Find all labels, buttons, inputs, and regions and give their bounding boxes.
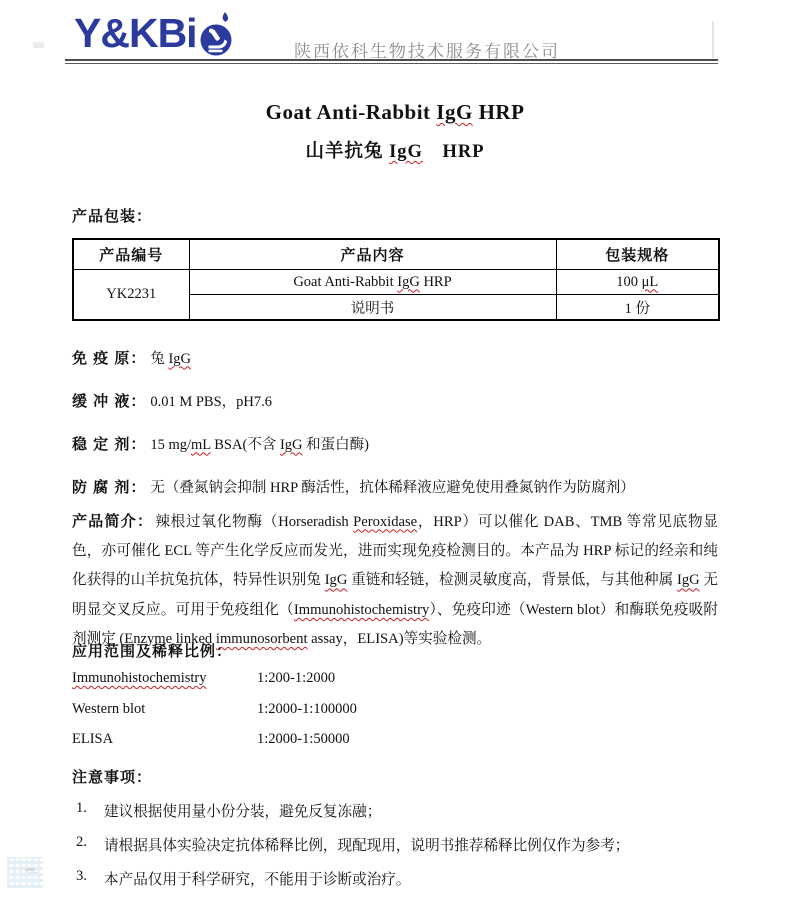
pack-spec-cell: 100 μL — [556, 270, 719, 295]
field-immunogen — [72, 347, 718, 368]
section-label-introduction: 产品简介： — [72, 512, 154, 530]
scan-artifact-left — [33, 42, 44, 48]
note-item — [76, 834, 716, 855]
note-text: 请根据具体实验决定抗体稀释比例，现配现用，说明书推荐稀释比例仅作为参考； — [104, 838, 630, 854]
section-label-notes: 注意事项： — [72, 769, 153, 786]
note-item — [76, 800, 716, 821]
dilution-ratio: 1:2000-1:50000 — [257, 731, 350, 747]
product-introduction — [72, 507, 718, 655]
col-header-product-content: 产品内容 — [189, 239, 556, 270]
note-number: 2. — [76, 834, 87, 850]
introduction-text: 辣根过氧化物酶（Horseradish Peroxidase，HRP）可以催化 DAB、TMB 等常见底物显色，亦可催化 ECL 等产生化学反应而发光，进而实现免疫检测目的。本产品为 HRP 标记的经亲和纯化获得的山羊抗兔抗体，特异性识别兔 IgG 重链和轻链，检测灵敏度高，背景低，与其他种属 IgG 无明显交叉反应。可用于免疫组化（Immunohistochemistry）、免疫印迹（Western blot）和酶联免疫吸附剂测定 (Enzyme linked immunosorbent assay，ELISA)等实验检测。 — [72, 513, 718, 648]
note-number: 3. — [76, 868, 87, 884]
dilution-row — [72, 731, 718, 748]
table-header-row — [73, 239, 719, 270]
field-label: 免 疫 原： — [72, 349, 147, 367]
note-text: 建议根据使用量小份分装，避免反复冻融； — [104, 804, 382, 820]
field-value: 15 mg/mL BSA(不含 IgG 和蛋白酶) — [150, 436, 369, 453]
field-preservative — [72, 476, 718, 497]
field-value: 兔 IgG — [150, 350, 192, 367]
scan-artifact-bottom-left — [7, 857, 43, 888]
packaging-table — [72, 238, 720, 321]
section-label-packaging: 产品包装： — [72, 208, 153, 225]
dilution-row — [72, 701, 718, 718]
application-name: ELISA — [72, 731, 114, 747]
product-content-cell: 说明书 — [189, 295, 556, 321]
field-value: 0.01 M PBS，pH7.6 — [150, 393, 273, 410]
header-divider — [65, 59, 718, 64]
company-logo — [74, 10, 236, 58]
application-name: Western blot — [72, 701, 146, 717]
scan-artifact-right — [712, 21, 714, 58]
field-label: 缓 冲 液： — [72, 392, 147, 410]
microscope-icon — [198, 11, 236, 58]
table-row — [73, 270, 719, 295]
col-header-pack-spec: 包装规格 — [556, 239, 719, 270]
field-value: 无（叠氮钠会抑制 HRP 酶活性，抗体稀释液应避免使用叠氮钠作为防腐剂） — [150, 479, 635, 496]
product-content-cell: Goat Anti-Rabbit IgG HRP — [189, 270, 556, 295]
note-number: 1. — [76, 800, 87, 816]
application-name: Immunohistochemistry — [72, 670, 207, 686]
product-code-cell: YK2231 — [73, 270, 189, 321]
dilution-ratio: 1:200-1:2000 — [257, 670, 336, 686]
product-title-en: Goat Anti-Rabbit IgG HRP — [265, 100, 525, 124]
dilution-row — [72, 670, 718, 687]
pack-spec-cell: 1 份 — [556, 295, 719, 321]
field-label: 稳 定 剂： — [72, 435, 147, 453]
field-label: 防 腐 剂： — [72, 478, 147, 496]
note-text: 本产品仅用于科学研究，不能用于诊断或治疗。 — [104, 872, 411, 888]
dilution-ratio: 1:2000-1:100000 — [257, 701, 357, 717]
field-stabilizer — [72, 433, 718, 454]
note-item — [76, 868, 716, 889]
product-title-zh: 山羊抗兔 IgG HRP — [305, 142, 485, 162]
logo-text: Y&KBi — [74, 10, 197, 56]
field-buffer — [72, 390, 718, 411]
col-header-product-code: 产品编号 — [73, 239, 189, 270]
section-label-dilution: 应用范围及稀释比例： — [72, 643, 233, 660]
company-name: 陕西依科生物技术服务有限公司 — [294, 42, 560, 61]
